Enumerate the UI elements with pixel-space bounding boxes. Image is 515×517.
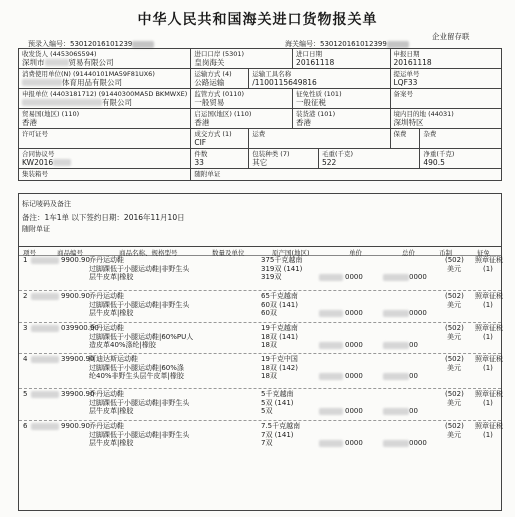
item-qty-pairs: 7双 (141) bbox=[261, 430, 294, 439]
row-divider bbox=[19, 388, 501, 389]
pack-type-cell bbox=[249, 149, 319, 169]
misc-fee-label: 杂费 bbox=[423, 130, 437, 138]
transport-code: (4) bbox=[222, 70, 232, 78]
redaction bbox=[383, 274, 409, 281]
row-divider bbox=[19, 420, 501, 421]
item-name: 乔丹运动鞋 bbox=[89, 390, 124, 398]
origin-country-value: 香港 bbox=[194, 117, 210, 127]
col-code: 商品编号 bbox=[57, 249, 83, 257]
item-qty-pairs: 5双 (141) bbox=[261, 398, 294, 407]
item-name: 乔丹运动鞋 bbox=[89, 292, 124, 300]
user-unit-code: (91440101MA59F81UX6) bbox=[73, 70, 155, 78]
declare-date-value: 20161118 bbox=[393, 57, 432, 67]
item-no: 6 bbox=[23, 422, 28, 430]
import-date-label: 进口日期 bbox=[296, 50, 323, 58]
supervision-code: (0110) bbox=[222, 90, 245, 98]
item-code: 9900.90 bbox=[61, 292, 90, 300]
divider bbox=[19, 246, 501, 247]
item-spec-2: 层牛皮革|橡胶 bbox=[89, 273, 134, 281]
goods-row bbox=[19, 422, 501, 454]
goods-section bbox=[18, 193, 502, 511]
item-unit-price: 0000 bbox=[345, 439, 363, 447]
levy-nature-value: 一般征税 bbox=[296, 97, 327, 107]
row-contract bbox=[19, 149, 502, 169]
item-spec: 过脚踝低于小腿运动鞋|60%PU人 bbox=[89, 332, 194, 341]
col-currency: 币制 bbox=[439, 249, 452, 257]
row-user bbox=[19, 69, 502, 89]
customs-number-label: 海关编号： bbox=[285, 40, 320, 48]
declarant-label: 申报单位 bbox=[22, 90, 48, 98]
item-currency-code: (502) bbox=[445, 324, 464, 332]
item-qty-legal: 60双 bbox=[261, 309, 277, 317]
redaction bbox=[31, 293, 59, 300]
item-no: 2 bbox=[23, 292, 28, 300]
container-label: 集装箱号 bbox=[22, 170, 48, 178]
item-currency-code: (502) bbox=[445, 256, 464, 264]
item-spec: 过脚踝低于小腿运动鞋|非野生头 bbox=[89, 398, 190, 407]
redaction bbox=[383, 342, 409, 349]
insurance-label: 保费 bbox=[393, 130, 407, 138]
item-unit-price: 0000 bbox=[345, 341, 363, 349]
item-qty-pairs: 319双 (141) bbox=[261, 264, 303, 273]
col-origin: 原产国(地区) bbox=[272, 249, 310, 257]
row-consignee bbox=[19, 49, 502, 69]
record-no-label: 备案号 bbox=[393, 90, 413, 98]
item-levy-code: (1) bbox=[483, 430, 493, 439]
item-code: 9900.90 bbox=[61, 422, 90, 430]
transport-value: 公路运输 bbox=[194, 77, 225, 87]
item-spec-2: 层牛皮革|橡胶 bbox=[89, 407, 134, 415]
pack-type-label: 包装种类 bbox=[252, 150, 279, 158]
gross-weight-cell bbox=[318, 149, 419, 169]
item-total: 00 bbox=[409, 341, 418, 349]
item-name: 乔丹运动鞋 bbox=[89, 256, 124, 264]
goods-row bbox=[19, 256, 501, 288]
row-countries bbox=[19, 109, 502, 129]
redaction bbox=[31, 257, 59, 264]
goods-row bbox=[19, 324, 501, 356]
item-name: 乔丹运动鞋 bbox=[89, 422, 124, 430]
item-total: 00 bbox=[409, 407, 418, 415]
bill-of-lading-cell bbox=[390, 69, 502, 89]
import-date-cell bbox=[293, 49, 390, 69]
attached-docs-note: 随附单证 bbox=[22, 225, 50, 233]
packages-cell bbox=[191, 149, 249, 169]
redaction bbox=[383, 440, 409, 447]
remark-text: 备注：1车1单 以下签约日期：2016年11月10日 bbox=[22, 213, 185, 222]
trade-country-value: 香港 bbox=[22, 117, 37, 127]
redaction bbox=[387, 41, 409, 48]
consignee-label: 收发货人 bbox=[22, 50, 48, 58]
item-total: 0000 bbox=[409, 309, 427, 317]
goods-row bbox=[19, 355, 501, 387]
trade-country-cell bbox=[19, 109, 191, 129]
gross-weight-value: 522 bbox=[321, 157, 337, 167]
freight-label: 运费 bbox=[252, 130, 266, 138]
license-cell bbox=[19, 129, 191, 149]
destination-value: 深圳特区 bbox=[393, 117, 424, 127]
redaction bbox=[132, 41, 154, 48]
transport-label: 运输方式 bbox=[194, 70, 221, 78]
item-levy: 照章征税 bbox=[475, 324, 503, 332]
declare-date-label: 申报日期 bbox=[393, 50, 420, 58]
item-currency: 美元 bbox=[447, 363, 461, 372]
import-date-value: 20161118 bbox=[296, 57, 335, 67]
item-levy-code: (1) bbox=[483, 332, 493, 341]
deal-mode-cell bbox=[191, 129, 249, 149]
item-levy-code: (1) bbox=[483, 300, 493, 309]
redaction bbox=[319, 274, 343, 281]
item-qty-weight: 5千克越南 bbox=[261, 390, 294, 398]
row-declarant bbox=[19, 89, 502, 109]
bill-of-lading-label: 提运单号 bbox=[393, 70, 420, 78]
levy-nature-code: (101) bbox=[324, 90, 342, 98]
consignee-code: (445306S594) bbox=[50, 50, 97, 58]
user-unit-label: 消费使用单位(N) bbox=[22, 70, 71, 78]
user-unit-name: 体育用品有限公司 bbox=[62, 77, 122, 87]
customs-number-value: 530120161012399 bbox=[320, 40, 387, 48]
declarant-code-2: (91440300MA5D BKMWXE) bbox=[98, 90, 188, 98]
row-terms bbox=[19, 129, 502, 149]
redaction bbox=[22, 79, 62, 86]
item-qty-weight: 7.5千克越南 bbox=[261, 422, 301, 430]
item-code: 039900.90 bbox=[61, 324, 99, 332]
redaction bbox=[383, 408, 409, 415]
supervision-value: 一般贸易 bbox=[194, 97, 225, 107]
item-levy: 照章征税 bbox=[475, 256, 503, 264]
item-qty-pairs: 60双 (141) bbox=[261, 300, 298, 309]
item-qty-legal: 18双 bbox=[261, 372, 277, 380]
item-qty-weight: 19千克越南 bbox=[261, 324, 298, 332]
item-qty-pairs: 18双 (141) bbox=[261, 332, 298, 341]
item-total: 0000 bbox=[409, 439, 427, 447]
item-qty-legal: 5双 bbox=[261, 407, 273, 415]
item-name: 阿迪达斯运动鞋 bbox=[89, 355, 138, 363]
marks-label: 标记唛码及备注 bbox=[22, 200, 71, 208]
vehicle-cell bbox=[249, 69, 390, 89]
item-levy: 照章征税 bbox=[475, 390, 503, 398]
net-weight-label: 净重(千克) bbox=[423, 150, 455, 158]
origin-country-code: (110) bbox=[233, 110, 252, 118]
col-name: 商品名称、规格型号 bbox=[119, 249, 178, 257]
item-spec: 过脚踝低于小腿运动鞋|非野生头 bbox=[89, 300, 190, 309]
item-spec-2: 层牛皮革|橡胶 bbox=[89, 309, 134, 317]
copy-type-label: 企业留存联 bbox=[432, 32, 470, 41]
loading-port-label: 装货港 bbox=[296, 110, 316, 118]
header-fields-table bbox=[18, 48, 502, 181]
declarant-cell bbox=[19, 89, 191, 109]
redaction bbox=[31, 356, 59, 363]
freight-cell bbox=[249, 129, 390, 149]
item-code: 9900.90 bbox=[61, 256, 90, 264]
contract-value: KW2016 bbox=[22, 157, 54, 167]
row-divider bbox=[19, 353, 501, 354]
origin-country-label: 启运国(地区) bbox=[194, 110, 232, 118]
item-currency-code: (502) bbox=[445, 355, 464, 363]
redaction bbox=[319, 373, 343, 380]
redaction bbox=[319, 440, 343, 447]
supervision-label: 监管方式 bbox=[194, 90, 221, 98]
redaction bbox=[383, 373, 409, 380]
redaction bbox=[22, 99, 102, 106]
consignee-cell bbox=[19, 49, 191, 69]
row-divider bbox=[19, 322, 501, 323]
levy-nature-label: 征免性质 bbox=[296, 90, 323, 98]
import-port-cell bbox=[191, 49, 293, 69]
redaction bbox=[319, 408, 343, 415]
trade-country-code: (110) bbox=[61, 110, 80, 118]
container-cell bbox=[19, 169, 191, 181]
item-levy-code: (1) bbox=[483, 398, 493, 407]
page-title: 中华人民共和国海关进口货物报关单 bbox=[137, 12, 378, 28]
item-qty-legal: 319双 bbox=[261, 273, 282, 281]
redaction bbox=[383, 310, 409, 317]
origin-country-cell bbox=[191, 109, 293, 129]
bill-of-lading-value: LQF33 bbox=[393, 77, 418, 87]
redaction bbox=[45, 59, 69, 66]
net-weight-cell bbox=[420, 149, 502, 169]
pre-entry-label: 预录入编号： bbox=[28, 40, 70, 48]
item-qty-legal: 18双 bbox=[261, 341, 277, 349]
item-currency-code: (502) bbox=[445, 422, 464, 430]
item-spec-2: 层牛皮革|橡胶 bbox=[89, 439, 134, 447]
loading-port-value: 香港 bbox=[296, 117, 312, 127]
declarant-name: 有限公司 bbox=[102, 97, 132, 107]
item-spec: 过脚踝低于小腿运动鞋|非野生头 bbox=[89, 430, 190, 439]
col-qty: 数量及单位 bbox=[212, 249, 245, 257]
declare-date-cell bbox=[390, 49, 502, 69]
destination-code: (44031) bbox=[428, 110, 454, 118]
levy-nature-cell bbox=[293, 89, 390, 109]
deal-mode-label: 成交方式 bbox=[194, 130, 221, 138]
item-unit-price: 0000 bbox=[345, 309, 363, 317]
item-levy: 照章征税 bbox=[475, 422, 503, 430]
col-total: 总价 bbox=[402, 249, 415, 257]
item-qty-legal: 7双 bbox=[261, 439, 273, 447]
import-port-name: 皇岗海关 bbox=[194, 57, 225, 67]
col-no: 项号 bbox=[23, 249, 36, 257]
item-no: 1 bbox=[23, 256, 28, 264]
item-code: 39900.90 bbox=[61, 355, 95, 363]
declarant-code: (4403181712) bbox=[50, 90, 97, 98]
pack-type-code: (7) bbox=[280, 150, 290, 158]
item-unit-price: 0000 bbox=[345, 273, 363, 281]
license-label: 许可证号 bbox=[22, 130, 48, 138]
contract-label: 合同协议号 bbox=[22, 150, 55, 158]
row-divider bbox=[19, 290, 501, 291]
item-spec: 过脚踝低于小腿运动鞋|非野生头 bbox=[89, 264, 190, 273]
item-levy-code: (1) bbox=[483, 264, 493, 273]
documents-cell bbox=[191, 169, 502, 181]
item-spec-2: 造皮革40%涤纶|橡胶 bbox=[89, 341, 156, 349]
redaction bbox=[31, 391, 59, 398]
redaction bbox=[319, 310, 343, 317]
gross-weight-label: 毛重(千克) bbox=[321, 150, 354, 158]
supervision-cell bbox=[191, 89, 293, 109]
consignee-name-b: 贸易有限公司 bbox=[68, 57, 114, 67]
redaction bbox=[31, 423, 59, 430]
item-spec-2: 纶40%非野生头层牛皮革|橡胶 bbox=[89, 372, 184, 380]
item-levy: 照章征税 bbox=[475, 355, 503, 363]
item-total: 00 bbox=[409, 372, 418, 380]
item-currency-code: (502) bbox=[445, 390, 464, 398]
goods-row bbox=[19, 292, 501, 324]
insurance-cell bbox=[390, 129, 420, 149]
col-levy: 征免 bbox=[477, 249, 490, 257]
import-port-code: (5301) bbox=[222, 50, 245, 58]
loading-port-code: (101) bbox=[317, 110, 336, 118]
item-total: 0000 bbox=[409, 273, 427, 281]
item-currency-code: (502) bbox=[445, 292, 464, 300]
redaction bbox=[319, 342, 343, 349]
import-port-label: 进口口岸 bbox=[194, 50, 221, 58]
item-currency: 美元 bbox=[447, 398, 461, 407]
item-unit-price: 0000 bbox=[345, 372, 363, 380]
item-code: 39900.90 bbox=[61, 390, 95, 398]
vehicle-label: 运输工具名称 bbox=[252, 70, 292, 78]
item-unit-price: 0000 bbox=[345, 407, 363, 415]
pack-type-value: 其它 bbox=[252, 157, 268, 167]
item-currency: 美元 bbox=[447, 264, 461, 273]
item-levy: 照章征税 bbox=[475, 292, 503, 300]
item-qty-pairs: 18双 (142) bbox=[261, 363, 298, 372]
item-levy-code: (1) bbox=[483, 363, 493, 372]
row-container bbox=[19, 169, 502, 181]
destination-cell bbox=[390, 109, 502, 129]
item-currency: 美元 bbox=[447, 332, 461, 341]
record-no-cell bbox=[390, 89, 502, 109]
item-no: 3 bbox=[23, 324, 28, 332]
deal-mode-code: (1) bbox=[222, 130, 232, 138]
item-qty-weight: 375千克越南 bbox=[261, 256, 303, 264]
net-weight-value: 490.5 bbox=[423, 157, 445, 167]
goods-row bbox=[19, 390, 501, 422]
user-unit-cell bbox=[19, 69, 191, 89]
item-no: 4 bbox=[23, 355, 28, 363]
redaction bbox=[31, 325, 59, 332]
item-spec: 过脚踝低于小腿运动鞋|60%涤 bbox=[89, 363, 184, 372]
transport-cell bbox=[191, 69, 249, 89]
item-currency: 美元 bbox=[447, 300, 461, 309]
packages-value: 33 bbox=[194, 157, 204, 167]
deal-mode-value: CIF bbox=[194, 137, 207, 147]
redaction bbox=[53, 159, 71, 166]
vehicle-value: /1100115649816 bbox=[252, 77, 317, 87]
item-currency: 美元 bbox=[447, 430, 461, 439]
loading-port-cell bbox=[293, 109, 390, 129]
consignee-name-a: 深圳市 bbox=[22, 57, 45, 67]
destination-label: 境内目的地 bbox=[393, 110, 426, 118]
item-qty-weight: 65千克越南 bbox=[261, 292, 298, 300]
packages-label: 件数 bbox=[194, 150, 208, 158]
misc-fee-cell bbox=[420, 129, 502, 149]
item-name: 乔丹运动鞋 bbox=[89, 324, 124, 332]
item-no: 5 bbox=[23, 390, 28, 398]
contract-cell bbox=[19, 149, 191, 169]
trade-country-label: 贸易国(地区) bbox=[22, 110, 60, 118]
col-unit-price: 单价 bbox=[349, 249, 362, 257]
pre-entry-value: 53012016101239 bbox=[70, 40, 133, 48]
documents-label: 随附单证 bbox=[194, 170, 221, 178]
item-qty-weight: 19千克中国 bbox=[261, 355, 298, 363]
